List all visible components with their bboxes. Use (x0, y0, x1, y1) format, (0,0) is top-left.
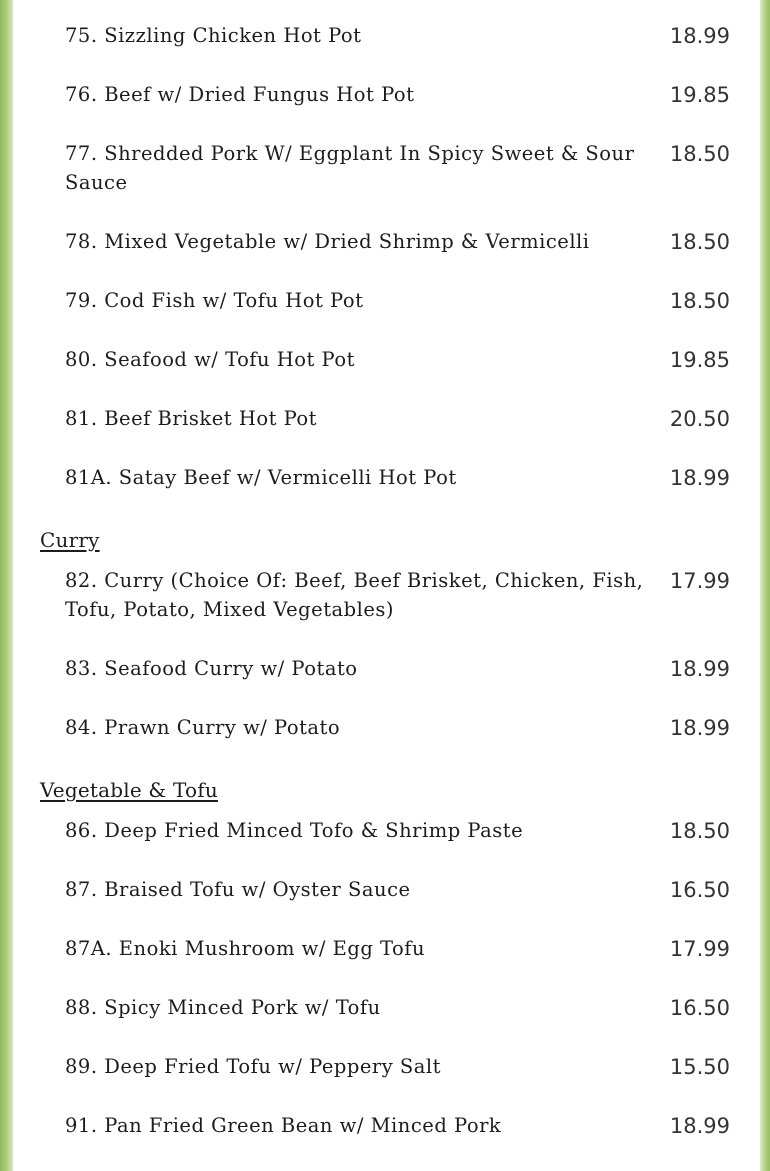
menu-item-89: 89. Deep Fried Tofu w/ Peppery Salt (65, 1055, 441, 1078)
menu-item-89-price: 15.50 (669, 1055, 730, 1079)
menu-item-80-price: 19.85 (669, 348, 730, 372)
menu-item-82-price: 17.99 (669, 569, 730, 593)
menu-item-76-price: 19.85 (669, 83, 730, 107)
menu-item-83-price: 18.99 (669, 657, 730, 681)
menu-item-91: 91. Pan Fried Green Bean w/ Minced Pork (65, 1114, 502, 1137)
menu-item-81: 81. Beef Brisket Hot Pot (65, 407, 318, 430)
section-heading-curry: Curry (40, 528, 100, 552)
menu-item-75-price: 18.99 (669, 24, 730, 48)
menu-item-80: 80. Seafood w/ Tofu Hot Pot (65, 348, 355, 371)
menu-item-84: 84. Prawn Curry w/ Potato (65, 716, 341, 739)
menu-item-84-price: 18.99 (669, 716, 730, 740)
menu-item-77: 77. Shredded Pork W/ Eggplant In Spicy Sweet & Sour Sauce (65, 142, 635, 194)
menu-item-75: 75. Sizzling Chicken Hot Pot (65, 24, 362, 47)
green-background-edge (760, 0, 770, 1171)
menu-item-82: 82. Curry (Choice Of: Beef, Beef Brisket, Chicken, Fish, Tofu, Potato, Mixed Vegetables) (65, 569, 644, 621)
menu-item-88-price: 16.50 (669, 996, 730, 1020)
menu-item-78-price: 18.50 (669, 230, 730, 254)
menu-item-81a: 81A. Satay Beef w/ Vermicelli Hot Pot (65, 466, 457, 489)
menu-item-91-price: 18.99 (669, 1114, 730, 1138)
menu-item-86-price: 18.50 (669, 819, 730, 843)
menu-item-78: 78. Mixed Vegetable w/ Dried Shrimp & Vermicelli (65, 230, 590, 253)
menu-item-86: 86. Deep Fried Minced Tofo & Shrimp Paste (65, 819, 524, 842)
section-heading-vegetable-tofu: Vegetable & Tofu (40, 778, 218, 802)
menu-item-77-price: 18.50 (669, 142, 730, 166)
menu-item-81a-price: 18.99 (669, 466, 730, 490)
menu-item-87-price: 16.50 (669, 878, 730, 902)
menu-page (13, 0, 760, 1171)
menu-item-76: 76. Beef w/ Dried Fungus Hot Pot (65, 83, 415, 106)
menu-item-87a-price: 17.99 (669, 937, 730, 961)
menu-item-79: 79. Cod Fish w/ Tofu Hot Pot (65, 289, 364, 312)
menu-item-81-price: 20.50 (669, 407, 730, 431)
menu-item-87: 87. Braised Tofu w/ Oyster Sauce (65, 878, 411, 901)
menu-item-83: 83. Seafood Curry w/ Potato (65, 657, 358, 680)
menu-item-79-price: 18.50 (669, 289, 730, 313)
menu-item-87a: 87A. Enoki Mushroom w/ Egg Tofu (65, 937, 426, 960)
menu-item-88: 88. Spicy Minced Pork w/ Tofu (65, 996, 381, 1019)
